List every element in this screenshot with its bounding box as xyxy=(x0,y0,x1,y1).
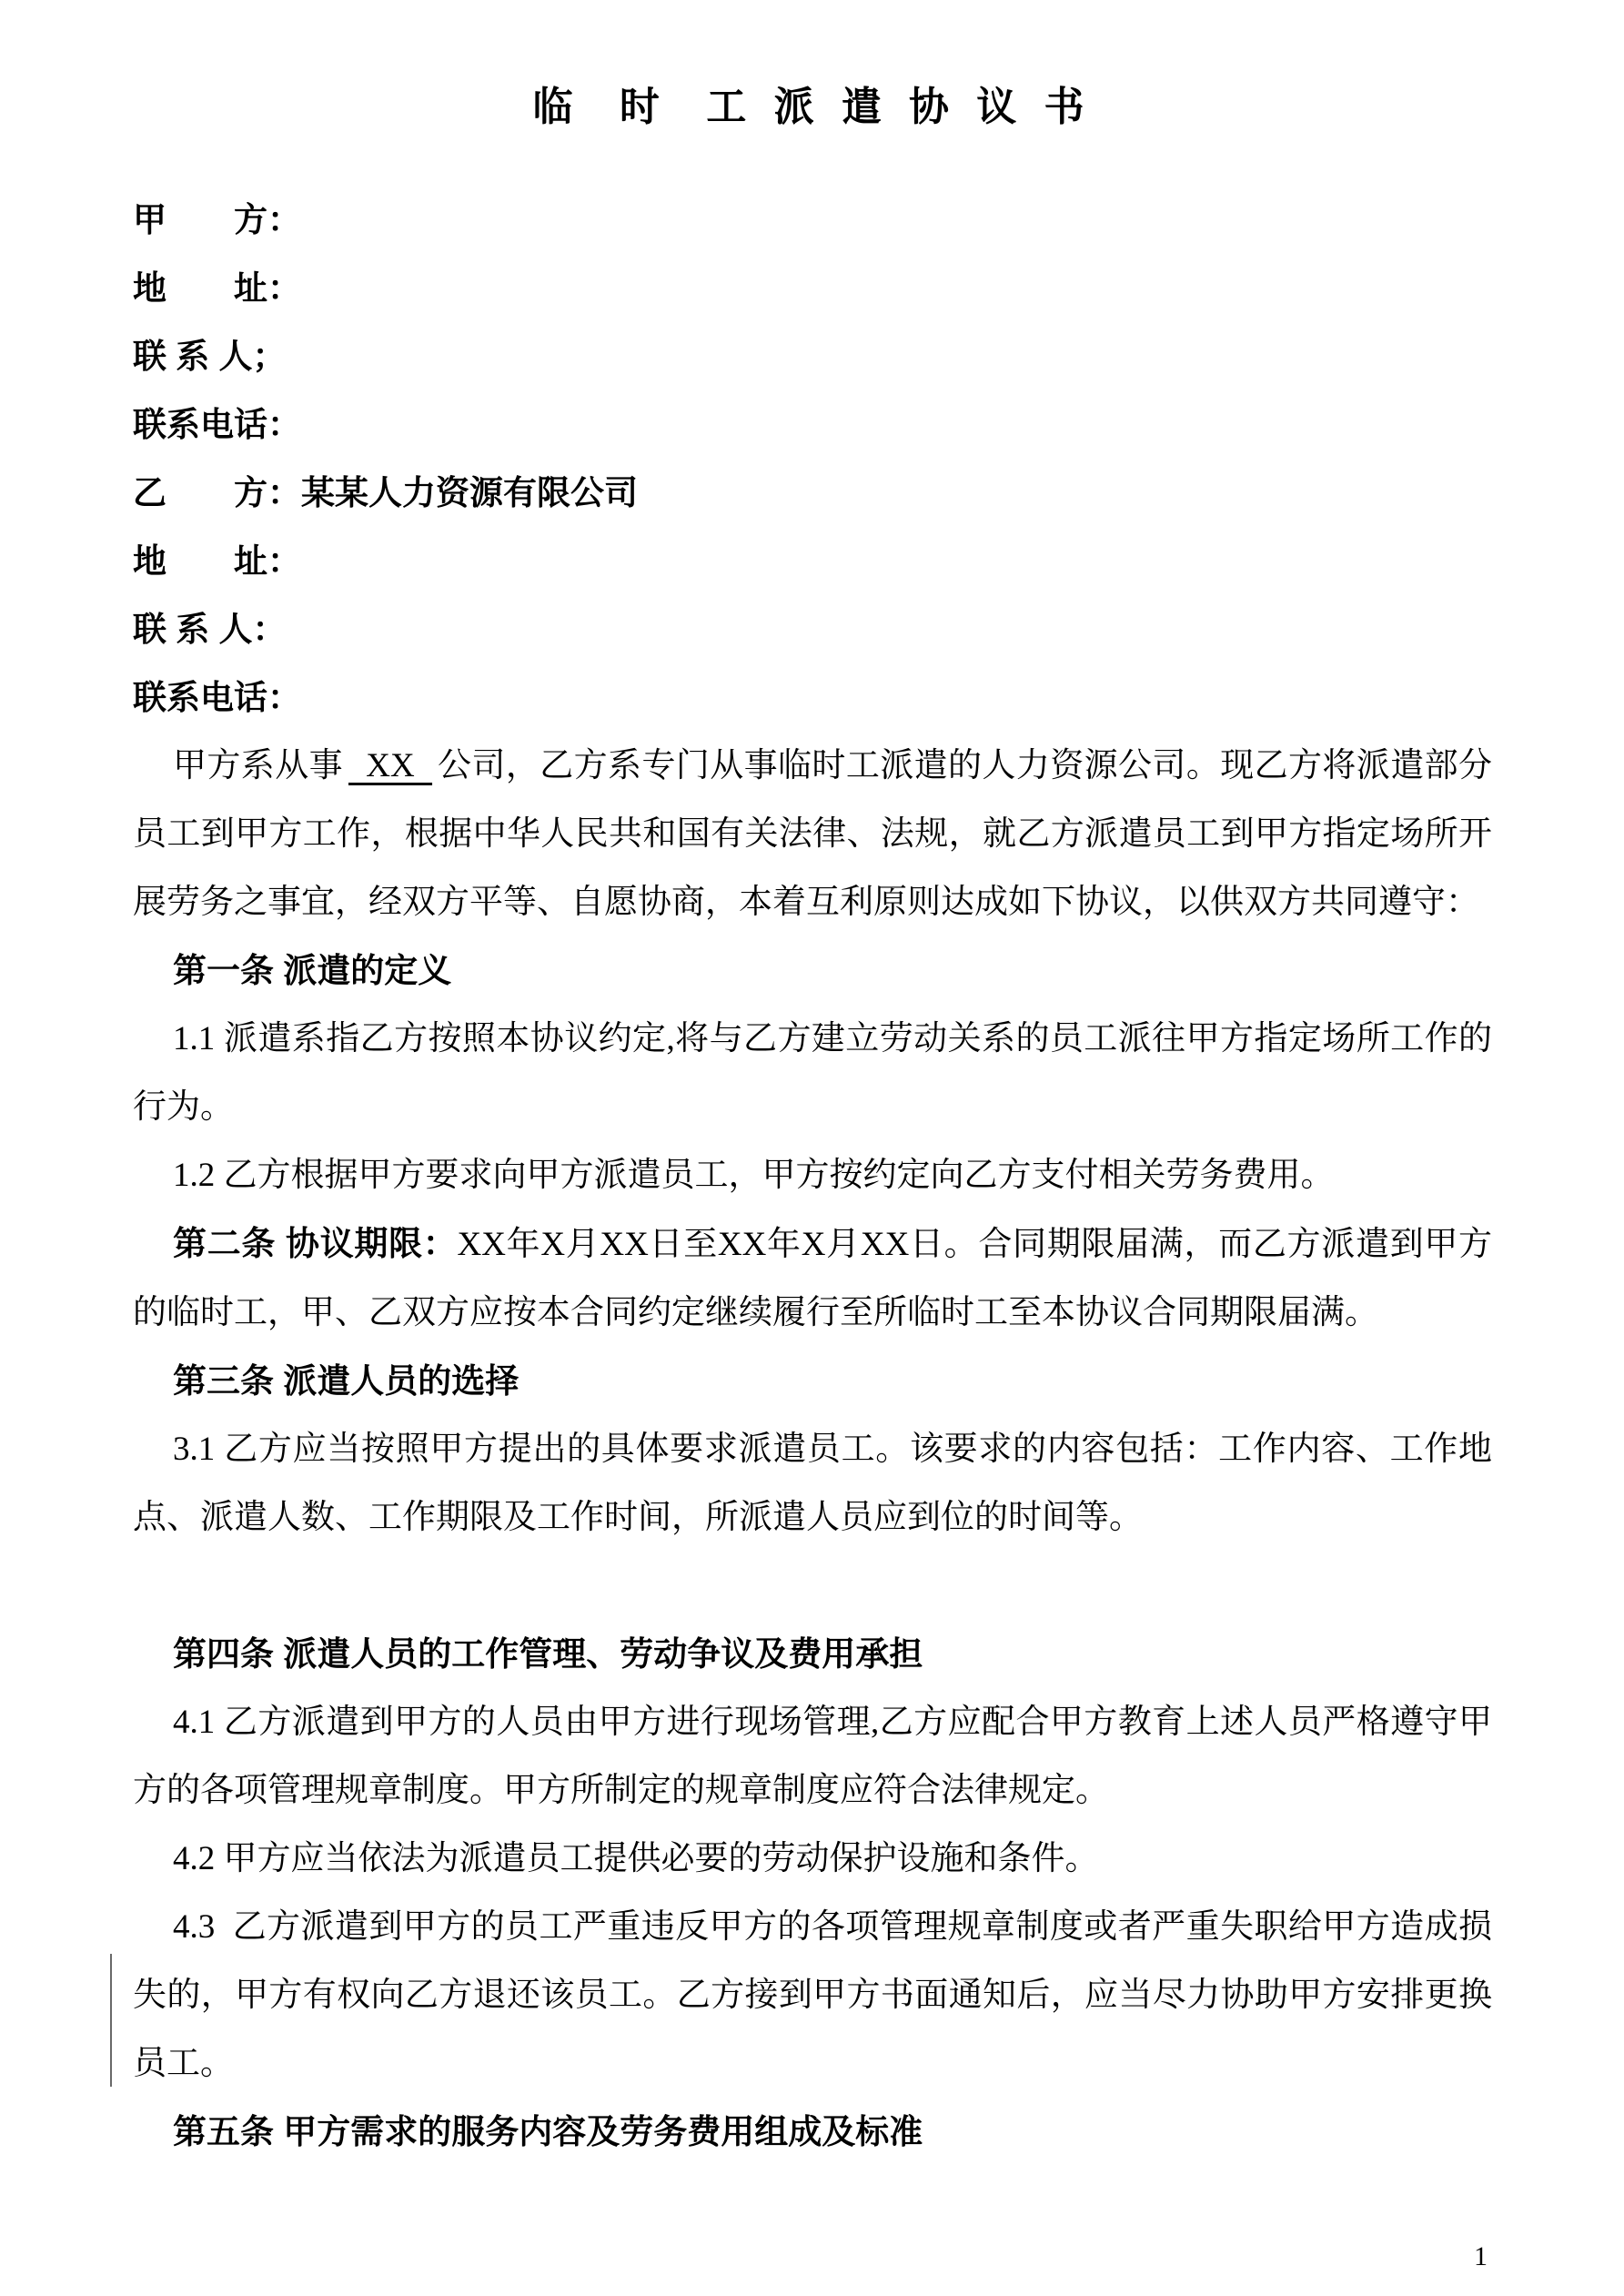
field-party-b-label: 乙 方： xyxy=(133,474,301,511)
clause5-heading: 第五条 甲方需求的服务内容及劳务费用组成及标准 xyxy=(173,2113,923,2150)
field-party-b-value: 某某人力资源有限公司 xyxy=(301,474,638,511)
field-phone-a-label: 联系电话： xyxy=(133,406,301,443)
intro-blank-field: XX xyxy=(348,747,433,784)
clause2-heading: 第二条 协议期限： xyxy=(173,1225,458,1262)
clause4-paragraph-4-1: 4.1 乙方派遣到甲方的人员由甲方进行现场管理,乙方应配合甲方教育上述人员严格遵守甲方的各项管理规章制度。甲方所制定的规章制度应符合法律规定。 xyxy=(133,1704,1492,1809)
clause2-paragraph xyxy=(133,1209,1492,1347)
page-number: 1 xyxy=(1474,2241,1488,2271)
field-address-a-label: 地 址： xyxy=(133,269,301,307)
intro-after-blank: 公司，乙方系专门从事临时工派遣的人力资源公司。现乙方将派遣部分员工到甲方工作，根据中华人民共和国有关法律、法规，就乙方派遣员工到甲方指定场所开展劳务之事宜，经双方平等、自愿协商，本着互利原则达成如下协议，以供双方共同遵守： xyxy=(133,747,1493,921)
clause4-paragraph-4-2: 4.2 甲方应当依法为派遣员工提供必要的劳动保护设施和条件。 xyxy=(173,1840,1099,1877)
document-title: 临 时 工 派 遣 协 议 书 xyxy=(532,85,1093,129)
clause1-paragraph-1-1: 1.1 派遣系指乙方按照本协议约定,将与乙方建立劳动关系的员工派往甲方指定场所工作的行为。 xyxy=(133,1020,1492,1126)
intro-before-blank: 甲方系从事 xyxy=(173,747,343,784)
intro-paragraph xyxy=(133,732,1492,936)
clause3-heading: 第三条 派遣人员的选择 xyxy=(173,1362,519,1400)
clause1-heading: 第一条 派遣的定义 xyxy=(173,952,452,989)
clause4-paragraph-4-3-text: 4.3 乙方派遣到甲方的员工严重违反甲方的各项管理规章制度或者严重失职给甲方造成损失的，甲方有权向乙方退还该员工。乙方接到甲方书面通知后，应当尽力协助甲方安排更换员工。 xyxy=(133,1908,1492,2082)
field-party-a-label: 甲 方： xyxy=(133,201,301,238)
field-address-b-label: 地 址： xyxy=(133,542,301,580)
clause1-paragraph-1-2: 1.2 乙方根据甲方要求向甲方派遣员工，甲方按约定向乙方支付相关劳务费用。 xyxy=(173,1157,1335,1194)
clause4-paragraph-4-3 xyxy=(133,1893,1492,2098)
clause4-heading: 第四条 派遣人员的工作管理、劳动争议及费用承担 xyxy=(173,1635,923,1673)
field-contact-b-label: 联 系 人： xyxy=(133,611,287,648)
revision-change-bar xyxy=(110,1954,112,2087)
clause2-text: XX年X月XX日至XX年X月XX日。合同期限届满，而乙方派遣到甲方的临时工，甲、乙双方应按本合同约定继续履行至所临时工至本协议合同期限届满。 xyxy=(133,1226,1493,1331)
field-party-b xyxy=(133,459,1492,527)
field-contact-a-label: 联 系 人； xyxy=(133,338,287,375)
field-phone-b-label: 联系电话： xyxy=(133,679,301,716)
clause3-paragraph-3-1: 3.1 乙方应当按照甲方提出的具体要求派遣员工。该要求的内容包括：工作内容、工作地点、派遣人数、工作期限及工作时间，所派遣人员应到位的时间等。 xyxy=(133,1431,1492,1536)
